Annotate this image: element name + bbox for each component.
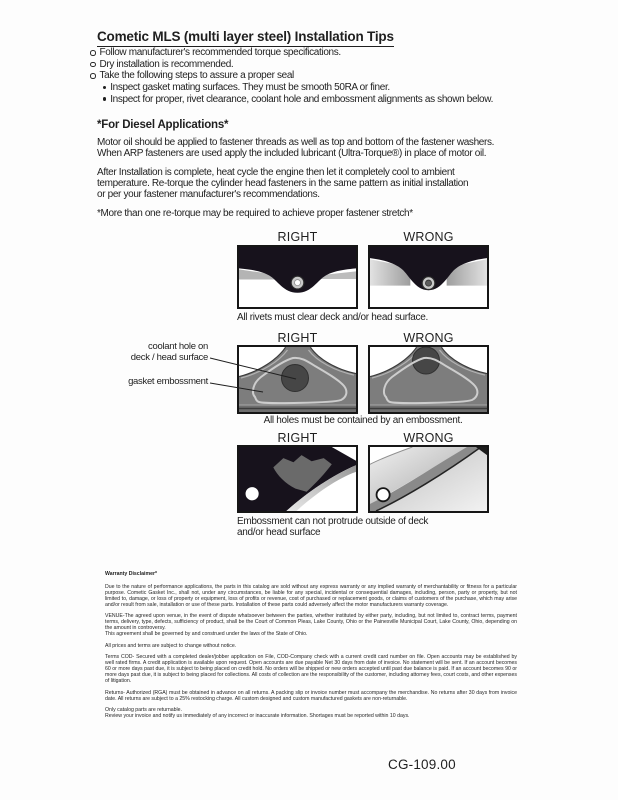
warranty-paragraph: This agreement shall be governed by and construed under the laws of the State of Ohio. [105, 631, 308, 637]
filled-bullet-icon [103, 97, 106, 100]
sub-bullet-item [103, 94, 493, 105]
paragraph-line: temperature. Re-torque the cylinder head fasteners in the same pattern as initial installation [97, 177, 469, 189]
warranty-paragraph: Review your invoice and notify us immediately of any incorrect or inaccurate information. Shortages must be reported within 10 days. [105, 713, 410, 719]
fig3-right-label: RIGHT [277, 430, 318, 445]
fig3-right-box [237, 445, 358, 513]
fig2-wrong-label: WRONG [403, 330, 454, 345]
bolt-hole [377, 488, 390, 501]
warranty-section [105, 571, 517, 725]
retorque-note: *More than one re-torque may be required to achieve proper fastener stretch* [97, 207, 413, 219]
callout-line: deck / head surface [130, 351, 208, 363]
paragraph-line: When ARP fasteners are used apply the included lubricant (Ultra-Torque®) in place of motor oil. [97, 147, 487, 159]
warranty-paragraph: Returns- Authorized (RGA) must be obtained in advance on all returns. A packing slip or invoice number must accompany the merchandise. No returns after 30 days from invoice date. All returns are subject to a 25% restocking charge. All custom designed and custom manufactured gaskets are non-returnable. [105, 689, 517, 702]
fig3-caption [237, 516, 428, 539]
fig2-wrong-box [368, 345, 489, 414]
paragraph-line: Motor oil should be applied to fastener threads as well as top and bottom of the fastener washers. [97, 136, 495, 148]
caption-line: and/or head surface [237, 526, 321, 538]
fig2-right-box [237, 345, 358, 414]
callout-gasket-embossment: gasket embossment [128, 376, 208, 387]
bullet-item [90, 47, 341, 58]
warranty-paragraph: Only catalog parts are returnable. [105, 707, 182, 713]
coolant-hole-diagram-wrong [370, 347, 487, 412]
bullet-text: Dry installation is recommended. [99, 58, 234, 70]
coolant-hole-diagram-right [239, 347, 356, 412]
caption-line: Embossment can not protrude outside of deck [237, 515, 429, 527]
venue-paragraph-group [105, 613, 517, 637]
warranty-heading: Warranty Disclaimer* [105, 571, 157, 577]
bolt-hole [246, 487, 259, 500]
fig1-wrong-label: WRONG [403, 229, 454, 244]
fig1-wrong-box [368, 245, 489, 309]
diesel-paragraph-2 [97, 167, 468, 201]
fig3-wrong-label: WRONG [403, 430, 454, 445]
warranty-paragraph: Terms COD- Secured with a completed dealer/jobber application on File, COD-Company check with a current credit card number on file. Open accounts may be established by well rated firms. A credit application is available upon request. Open accounts are due payable Net 30 days from date of invoice. No statement will be sent. If an account becomes 60 or more days past due, it is subject to being placed on credit hold. No orders will be shipped or new orders accepted until past due balance is paid. If an account becomes 90 or more days past due, it is subject to being placed for collections. All costs of collection are the responsibility of the customer, including attorney fees, court costs, and other expenses of litigation. [105, 654, 517, 684]
diesel-heading: *For Diesel Applications* [97, 119, 229, 131]
warranty-paragraph: Due to the nature of performance applications, the parts in this catalog are sold without any express warranty or any implied warranty of merchantability or fitness for a particular purpose. Cometic Gasket Inc., shall not, under any circumstances, be liable for any special, incidental or consequential damages, including, person, party or property, but not limited to, damage, or loss of property or equipment, loss of profits or revenue, cost of purchased or replacement goods, or claims of customers of the purchase, which may arise and/or result from sale, installation or use of these parts. Installation of these parts could adversely affect the motor manufacturers warranty coverage. [105, 583, 517, 608]
fig2-caption: All holes must be contained by an embossment. [263, 414, 463, 426]
protrusion-diagram-right [239, 447, 356, 511]
warranty-paragraph: VENUE-The agreed upon venue, in the event of dispute whatsoever between the parties, whether instituted by either party, including, but not limited to, contract terms, payment terms, delivery, type, defects, sufficiency of product, shall be the Court of Common Pleas, Lake County, Ohio or the Painesville Municipal Court, Lake County, Ohio, depending on the amount in controversy. [105, 613, 517, 631]
bullet-text: Follow manufacturer's recommended torque specifications. [99, 47, 341, 58]
returns-paragraph-group [105, 707, 517, 719]
fig1-right-box [237, 245, 358, 309]
fig1-caption: All rivets must clear deck and/or head surface. [237, 312, 428, 323]
callout-line: coolant hole on [148, 341, 208, 352]
filled-bullet-icon [103, 86, 106, 89]
callout-coolant-hole [110, 342, 208, 363]
page-title: Cometic MLS (multi layer steel) Installation Tips [97, 29, 394, 47]
rivet-diagram-right [239, 247, 356, 307]
protrusion-diagram-wrong [370, 447, 487, 511]
open-bullet-icon [90, 62, 96, 68]
rivet-diagram-wrong [370, 247, 487, 307]
warranty-paragraph: All prices and terms are subject to change without notice. [105, 642, 237, 649]
fig3-wrong-box [368, 445, 489, 513]
bullet-item [90, 59, 233, 70]
sub-bullet-item [103, 82, 390, 93]
bullet-item [90, 70, 294, 81]
fig2-right-label: RIGHT [277, 330, 318, 345]
open-bullet-icon [90, 50, 96, 56]
sub-bullet-text: Inspect gasket mating surfaces. They must be smooth 50RA or finer. [110, 82, 390, 93]
paragraph-line: or per your fastener manufacturer's recommendations. [97, 189, 320, 201]
catalog-code: CG-109.00 [388, 757, 456, 772]
paragraph-line: After Installation is complete, heat cycle the engine then let it completely cool to ambient [97, 166, 455, 178]
open-bullet-icon [90, 73, 96, 79]
coolant-hole [282, 364, 309, 391]
sub-bullet-text: Inspect for proper, rivet clearance, coolant hole and embossment alignments as shown below. [110, 93, 494, 105]
fig1-right-label: RIGHT [277, 229, 318, 244]
diesel-paragraph-1 [97, 137, 494, 160]
bullet-text: Take the following steps to assure a proper seal [99, 70, 294, 82]
